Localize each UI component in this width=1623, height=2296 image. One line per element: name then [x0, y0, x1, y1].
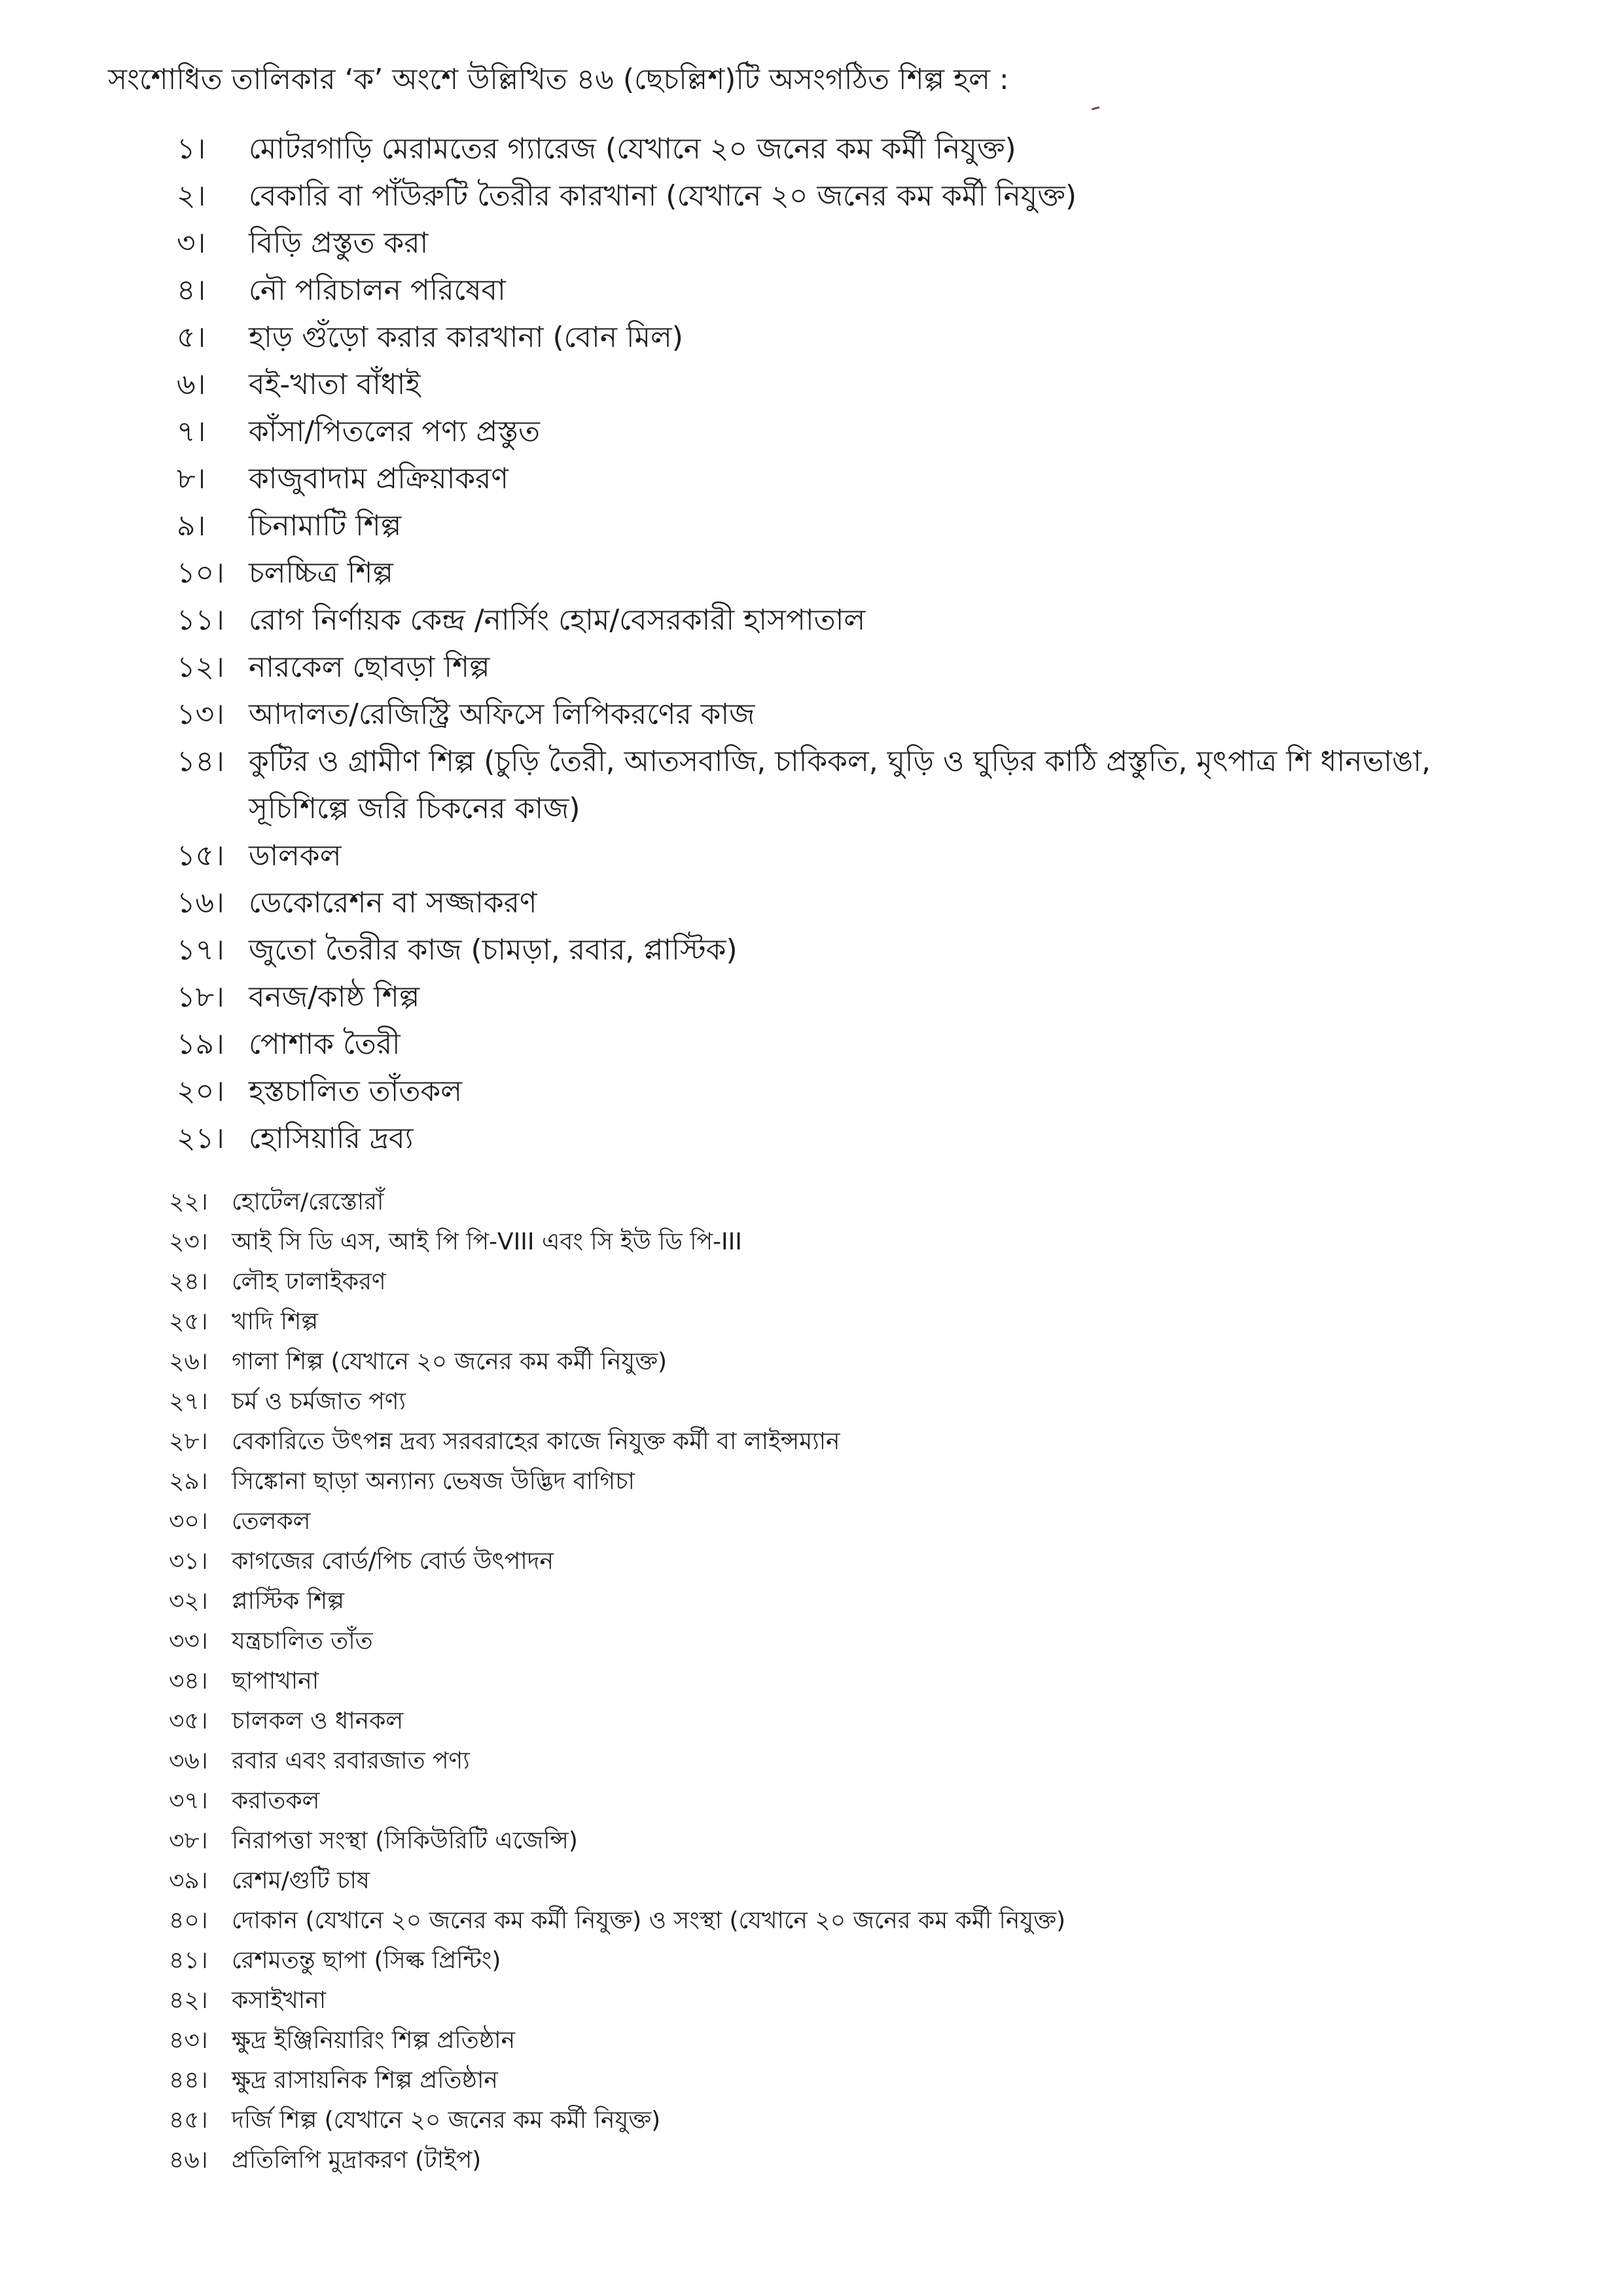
item-number: ৫। [177, 321, 206, 354]
item-number: ১৯। [177, 1028, 224, 1061]
list-item [169, 1741, 1445, 1781]
list-item [177, 1021, 1453, 1068]
list-item [169, 1462, 1445, 1501]
list-item [169, 1941, 1445, 1981]
item-number: ৩৮। [169, 1827, 208, 1854]
item-number: ৪২। [169, 1987, 208, 2014]
item-number: ১১। [177, 603, 224, 637]
item-text: হস্তচালিত তাঁতকল [249, 1075, 462, 1108]
item-text: দর্জি শিল্প (যেখানে ২০ জনের কম কর্মী নিযুক্ত) [232, 2107, 661, 2134]
item-number: ১০। [177, 556, 224, 590]
list-item [177, 126, 1453, 173]
item-number: ১৬। [177, 886, 224, 920]
item-text: চলচ্চিত্র শিল্প [249, 556, 393, 590]
item-text: জুতো তৈরীর কাজ (চামড়া, রবার, প্লাস্টিক) [249, 933, 738, 967]
list-item [177, 550, 1453, 597]
item-text: পোশাক তৈরী [249, 1028, 401, 1061]
item-text: তেলকল [232, 1508, 311, 1535]
list-item [169, 1342, 1445, 1382]
list-item [169, 1901, 1445, 1941]
list-item [177, 1115, 1453, 1162]
item-text: হোসিয়ারি দ্রব্য [249, 1122, 414, 1155]
list-item [169, 1422, 1445, 1462]
item-text: বেকারি বা পাঁউরুটি তৈরীর কারখানা (যেখানে ২০ জনের কম কর্মী নিযুক্ত) [249, 179, 1077, 213]
item-text: খাদি শিল্প [232, 1308, 319, 1335]
item-text: ক্ষুদ্র রাসায়নিক শিল্প প্রতিষ্ঠান [232, 2067, 498, 2094]
item-number: ২। [177, 179, 206, 213]
list-item [177, 691, 1453, 738]
item-number: ২৬। [169, 1348, 208, 1375]
item-text: প্রতিলিপি মুদ্রাকরণ (টাইপ) [232, 2147, 482, 2174]
item-text: চিনামাটি শিল্প [249, 509, 402, 543]
item-text: হোটেল/রেস্তোরাঁ [232, 1189, 384, 1215]
industry-list-part-1 [177, 126, 1453, 1162]
item-text: বিড়ি প্রস্তুত করা [249, 226, 429, 260]
item-text: কাজুবাদাম প্রক্রিয়াকরণ [249, 462, 508, 495]
list-item [177, 644, 1453, 691]
list-item [177, 597, 1453, 644]
item-number: ২৭। [169, 1388, 208, 1415]
item-number: ৩৬। [169, 1748, 208, 1774]
list-item [177, 173, 1453, 220]
item-number: ৩০। [169, 1508, 208, 1535]
item-number: ১। [177, 132, 206, 166]
item-text: দোকান (যেখানে ২০ জনের কম কর্মী নিযুক্ত) ও সংস্থা (যেখানে ২০ জনের কম কর্মী নিযুক্ত) [232, 1907, 1066, 1934]
list-item [177, 974, 1453, 1021]
item-number: ২৯। [169, 1468, 208, 1495]
item-number: ৪১। [169, 1947, 208, 1974]
list-item [177, 503, 1453, 550]
item-text: নারকেল ছোবড়া শিল্প [249, 651, 490, 684]
item-number: ৬। [177, 368, 206, 401]
item-text: গালা শিল্প (যেখানে ২০ জনের কম কর্মী নিযুক্ত) [232, 1348, 668, 1375]
item-number: ৭। [177, 415, 206, 448]
item-text: লৌহ ঢালাইকরণ [232, 1268, 386, 1295]
item-number: ২৩। [169, 1229, 208, 1255]
item-text: মোটরগাড়ি মেরামতের গ্যারেজ (যেখানে ২০ জনের কম কর্মী নিযুক্ত) [249, 132, 1016, 166]
item-text: কাগজের বোর্ড/পিচ বোর্ড উৎপাদন [232, 1548, 554, 1575]
list-item [177, 738, 1453, 833]
item-number: ৩৭। [169, 1787, 208, 1814]
list-item [169, 1302, 1445, 1342]
item-text: ডেকোরেশন বা সজ্জাকরণ [249, 886, 537, 920]
item-text: বেকারিতে উৎপন্ন দ্রব্য সরবরাহের কাজে নিযুক্ত কর্মী বা লাইন্সম্যান [232, 1428, 840, 1455]
scan-speck [1092, 106, 1099, 110]
list-item [169, 1501, 1445, 1541]
item-text: কুটির ও গ্রামীণ শিল্প (চুড়ি তৈরী, আতসবাজি, চাকিকল, ঘুড়ি ও ঘুড়ির কাঠি প্রস্তুতি, মৃৎপাত্র শি ধানভাঙা, সূচিশিল্পে জরি চিকনের কাজ) [249, 745, 1431, 825]
list-item [169, 1701, 1445, 1741]
item-text: প্লাস্টিক শিল্প [232, 1588, 344, 1615]
item-text: হাড় গুঁড়ো করার কারখানা (বোন মিল) [249, 321, 683, 354]
item-text: রোগ নির্ণায়ক কেন্দ্র /নার্সিং হোম/বেসরকারী হাসপাতাল [249, 603, 866, 637]
list-item [177, 927, 1453, 974]
page-heading: সংশোধিত তালিকার ‘ক’ অংশে উল্লিখিত ৪৬ (ছেচল্লিশ)টি অসংগঠিত শিল্প হল : [108, 63, 1009, 96]
item-text: বনজ/কাষ্ঠ শিল্প [249, 980, 420, 1014]
item-text: নিরাপত্তা সংস্থা (সিকিউরিটি এজেন্সি) [232, 1827, 578, 1854]
industry-list-part-2 [169, 1182, 1445, 2180]
item-text: ক্ষুদ্র ইঞ্জিনিয়ারিং শিল্প প্রতিষ্ঠান [232, 2027, 516, 2054]
list-item [177, 880, 1453, 927]
item-number: ৪৩। [169, 2027, 208, 2054]
item-number: ৩২। [169, 1588, 208, 1615]
item-number: ২০। [177, 1075, 224, 1108]
list-item [177, 833, 1453, 880]
item-number: ১৪। [177, 745, 224, 778]
item-number: ৯। [177, 509, 206, 543]
item-text: কসাইখানা [232, 1987, 327, 2014]
list-item [169, 1581, 1445, 1621]
list-item [177, 267, 1453, 314]
item-text: যন্ত্রচালিত তাঁত [232, 1628, 373, 1655]
list-item [169, 1541, 1445, 1581]
item-number: ৪০। [169, 1907, 208, 1934]
list-item [169, 2100, 1445, 2140]
item-text: আই সি ডি এস, আই পি পি-VIII এবং সি ইউ ডি পি-III [232, 1229, 742, 1255]
item-text: রবার এবং রবারজাত পণ্য [232, 1748, 470, 1774]
item-number: ২৮। [169, 1428, 208, 1455]
list-item [169, 1781, 1445, 1821]
list-item [169, 1621, 1445, 1661]
list-item [169, 2140, 1445, 2180]
item-number: ২২। [169, 1189, 208, 1215]
item-number: ১২। [177, 651, 224, 684]
list-item [169, 1661, 1445, 1701]
item-number: ৮। [177, 462, 206, 495]
list-item [177, 361, 1453, 408]
list-item [169, 1262, 1445, 1302]
list-item [169, 2020, 1445, 2060]
list-item [177, 456, 1453, 503]
item-number: ৩৩। [169, 1628, 208, 1655]
list-item [177, 314, 1453, 361]
list-item [169, 1182, 1445, 1222]
item-number: ১৫। [177, 839, 224, 872]
item-number: ৩৫। [169, 1708, 208, 1734]
item-text: করাতকল [232, 1787, 320, 1814]
item-text: বই-খাতা বাঁধাই [249, 368, 421, 401]
item-number: ৪। [177, 274, 206, 307]
item-number: ১৮। [177, 980, 224, 1014]
item-text: চর্ম ও চর্মজাত পণ্য [232, 1388, 406, 1415]
list-item [169, 2060, 1445, 2100]
list-item [169, 1222, 1445, 1262]
item-text: ডালকল [249, 839, 342, 872]
item-text: রেশমতন্তু ছাপা (সিল্ক প্রিন্টিং) [232, 1947, 501, 1974]
item-text: রেশম/গুটি চাষ [232, 1867, 370, 1894]
list-item [169, 1981, 1445, 2020]
item-text: চালকল ও ধানকল [232, 1708, 404, 1734]
item-number: ৩১। [169, 1548, 208, 1575]
list-item [169, 1382, 1445, 1422]
list-item [177, 408, 1453, 456]
item-number: ২৫। [169, 1308, 208, 1335]
item-text: নৌ পরিচালন পরিষেবা [249, 274, 506, 307]
list-item [177, 220, 1453, 267]
item-number: ৪৪। [169, 2067, 208, 2094]
item-text: ছাপাখানা [232, 1668, 319, 1695]
item-number: ৩৯। [169, 1867, 208, 1894]
item-number: ২১। [177, 1122, 224, 1155]
item-number: ৪৫। [169, 2107, 208, 2134]
item-number: ২৪। [169, 1268, 208, 1295]
item-text: কাঁসা/পিতলের পণ্য প্রস্তুত [249, 415, 541, 448]
list-item [177, 1068, 1453, 1115]
item-number: ১৩। [177, 698, 224, 731]
list-item [169, 1861, 1445, 1901]
item-number: ৩৪। [169, 1668, 208, 1695]
item-number: ১৭। [177, 933, 224, 967]
list-item [169, 1821, 1445, 1861]
item-text: সিঙ্কোনা ছাড়া অন্যান্য ভেষজ উদ্ভিদ বাগিচা [232, 1468, 635, 1495]
item-number: ৩। [177, 226, 206, 260]
item-text: আদালত/রেজিস্ট্রি অফিসে লিপিকরণের কাজ [249, 698, 755, 731]
item-number: ৪৬। [169, 2147, 208, 2174]
